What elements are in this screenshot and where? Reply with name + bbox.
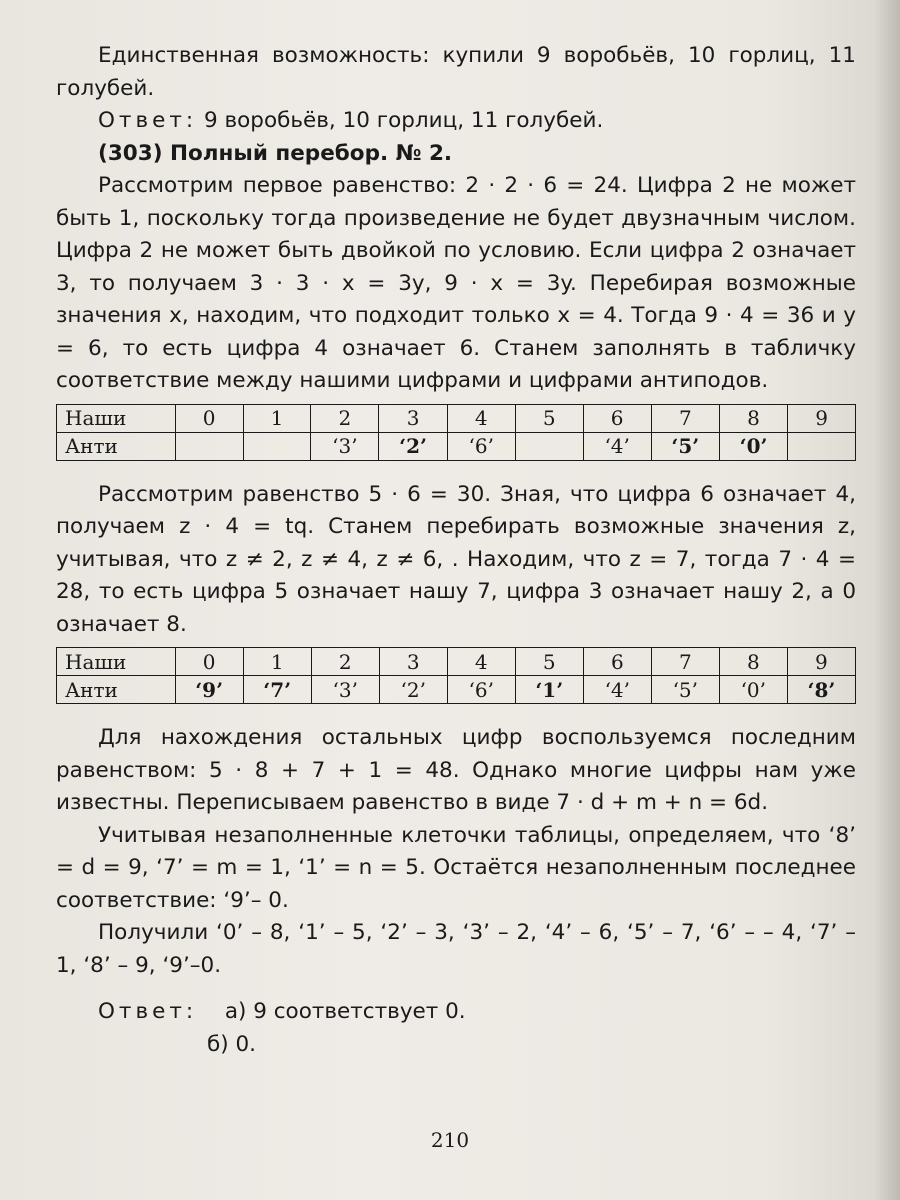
- table-row-label: Наши: [57, 648, 176, 676]
- table-cell: ‘6’: [447, 432, 515, 460]
- answer-b: б) 0.: [207, 1031, 256, 1057]
- table-cell: 4: [447, 648, 515, 676]
- table-cell: 1: [243, 648, 311, 676]
- paragraph-4: Учитывая незаполненные клеточки таблицы, определяем, что ‘8’ = d = 9, ‘7’ = m = 1, ‘1’ = n = 5. Остаётся незаполненным последнее соответствие: ‘9’– 0.: [56, 822, 856, 913]
- table-cell: 3: [379, 648, 447, 676]
- table-cell: [515, 432, 583, 460]
- table-row-anti: [57, 676, 856, 704]
- table-cell: 8: [719, 648, 787, 676]
- table-cell: ‘0’: [719, 432, 787, 460]
- paragraph-1: Рассмотрим первое равенство: 2 · 2 · 6 = 24. Цифра 2 не может быть 1, поскольку тогда произведение не будет двузначным числом. Цифра 2 не может быть двойкой по условию. Если цифра 2 означает 3, то получаем 3 · 3 · x = 3y, 9 · x = 3y. Перебирая возможные значения x, находим, что подходит только x = 4. Тогда 9 · 4 = 36 и y = 6, то есть цифра 4 означает 6. Станем заполнять в табличку соответствие между нашими цифрами и цифрами антиподов.: [56, 173, 856, 393]
- table-cell: ‘2’: [379, 432, 447, 460]
- table-cell: 6: [583, 648, 651, 676]
- table-cell: ‘1’: [515, 676, 583, 704]
- table-cell: ‘6’: [447, 676, 515, 704]
- answer-a: а) 9 соответствует 0.: [224, 999, 466, 1024]
- table-cell: [175, 432, 243, 460]
- table-cell: ‘9’: [175, 676, 243, 704]
- answer-label: Ответ:: [98, 108, 198, 133]
- table-row-ours: [57, 648, 856, 676]
- table-cell: ‘5’: [651, 676, 719, 704]
- table-cell: 9: [787, 648, 855, 676]
- table-cell: ‘2’: [379, 676, 447, 704]
- table-cell: 0: [175, 404, 243, 432]
- table-cell: 6: [583, 404, 651, 432]
- table-cell: [788, 432, 856, 460]
- table-cell: 5: [515, 404, 583, 432]
- table-row-anti: [57, 432, 856, 460]
- table-cell: 0: [175, 648, 243, 676]
- table-cell: ‘4’: [583, 432, 651, 460]
- page-content: [56, 40, 856, 1061]
- first-answer: [56, 105, 856, 138]
- paragraph-2: Рассмотрим равенство 5 · 6 = 30. Зная, что цифра 6 означает 4, получаем z · 4 = tq. Станем перебирать возможные значения z, учитывая, что z ≠ 2, z ≠ 4, z ≠ 6, . Находим, что z = 7, тогда 7 · 4 = 28, то есть цифра 5 означает нашу 7, цифра 3 означает нашу 2, а 0 означает 8.: [56, 481, 856, 637]
- table-row-label: Наши: [57, 404, 176, 432]
- table-cell: 7: [651, 648, 719, 676]
- table-cell: 3: [379, 404, 447, 432]
- table-row-ours: [57, 404, 856, 432]
- page-number: 210: [430, 1128, 470, 1152]
- mapping-table-1: [56, 404, 856, 461]
- table-cell: ‘5’: [651, 432, 719, 460]
- table-cell: ‘0’: [719, 676, 787, 704]
- final-answer-b: [56, 1029, 856, 1062]
- section-heading: (303) Полный перебор. № 2.: [98, 140, 453, 166]
- table-cell: ‘3’: [311, 432, 379, 460]
- answer-label: Ответ:: [98, 999, 198, 1024]
- table-cell: 8: [719, 404, 787, 432]
- table-cell: 7: [651, 404, 719, 432]
- paragraph-5: Получили ‘0’ – 8, ‘1’ – 5, ‘2’ – 3, ‘3’ – 2, ‘4’ – 6, ‘5’ – 7, ‘6’ – – 4, ‘7’ – 1, ‘8’ – 9, ‘9’–0.: [56, 920, 856, 978]
- table-row-label: Анти: [57, 676, 176, 704]
- answer-text: 9 воробьёв, 10 горлиц, 11 голубей.: [197, 108, 604, 133]
- table-cell: 9: [788, 404, 856, 432]
- mapping-table-2: [56, 647, 856, 704]
- table-cell: 1: [243, 404, 311, 432]
- table-cell: 5: [515, 648, 583, 676]
- table-cell: 2: [311, 404, 379, 432]
- table-cell: ‘7’: [243, 676, 311, 704]
- page-edge-shadow: [874, 0, 900, 1200]
- table-cell: ‘4’: [583, 676, 651, 704]
- final-answer: [56, 996, 856, 1029]
- table-row-label: Анти: [57, 432, 176, 460]
- table-cell: ‘8’: [787, 676, 855, 704]
- table-cell: 4: [447, 404, 515, 432]
- paragraph-3: Для нахождения остальных цифр воспользуемся последним равенством: 5 · 8 + 7 + 1 = 48. Однако многие цифры нам уже известны. Переписываем равенство в виде 7 · d + m + n = 6d.: [56, 725, 856, 815]
- table-cell: ‘3’: [311, 676, 379, 704]
- table-cell: [243, 432, 311, 460]
- intro-line: Единственная возможность: купили 9 воробьёв, 10 горлиц, 11 голубей.: [56, 43, 856, 101]
- table-cell: 2: [311, 648, 379, 676]
